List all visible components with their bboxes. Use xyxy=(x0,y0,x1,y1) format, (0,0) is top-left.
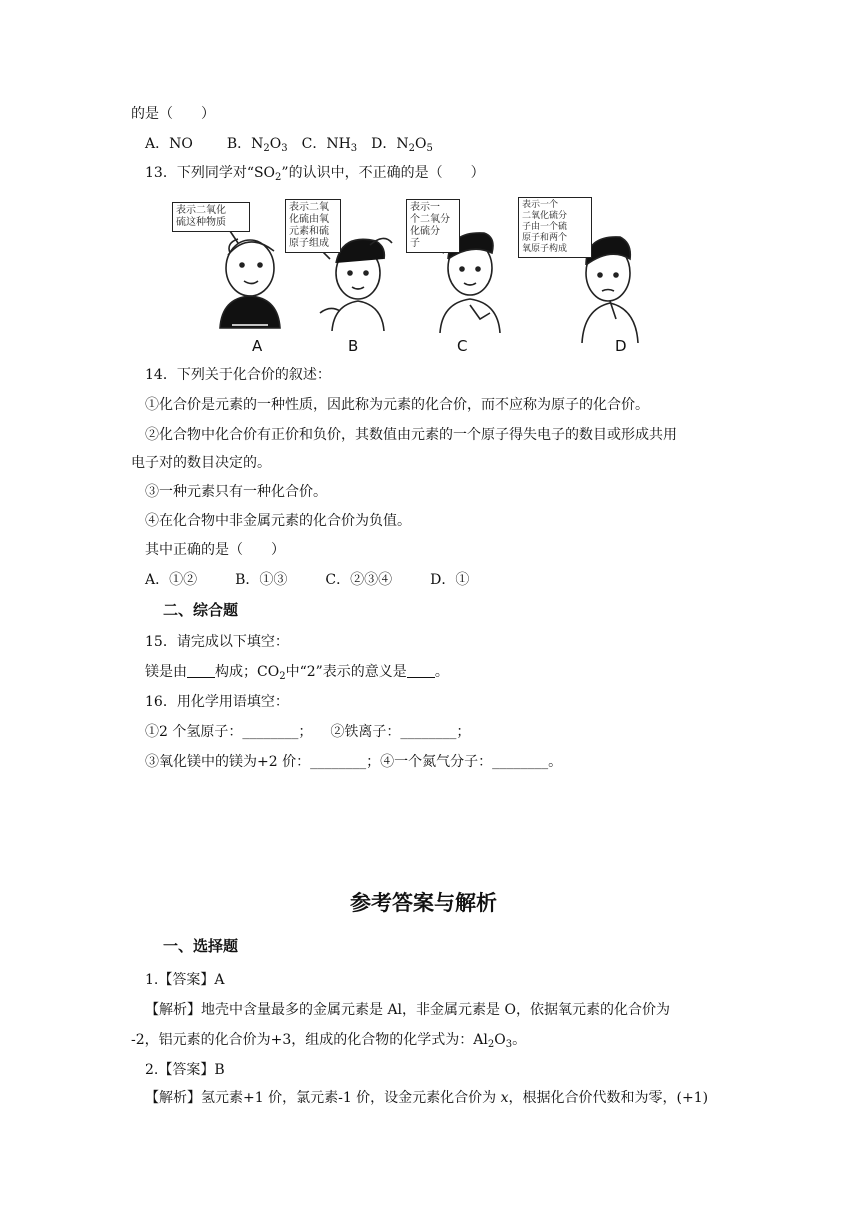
q12-option-a: A．NO xyxy=(145,136,193,152)
bubble-a: 表示二氧化 硫这种物质 xyxy=(172,202,250,232)
q14-option-c: C．②③④ xyxy=(325,572,393,588)
q15-blank-2[interactable] xyxy=(407,663,435,678)
figure-label-c: C xyxy=(457,337,468,355)
q14-option-b: B．①③ xyxy=(235,572,288,588)
q13-illustration xyxy=(170,193,682,355)
bubble-b: 表示二氧 化硫由氧 元素和硫 原子组成 xyxy=(285,199,341,253)
q14-option-d: D．① xyxy=(430,572,470,588)
explanation-1b: -2，铝元素的化合价为+3，组成的化合物的化学式为：$Al_2O_3$。 xyxy=(131,1032,527,1050)
q15-blanks: 镁是由 构成；$CO_2$中“2”表示的意义是 。 xyxy=(145,664,449,682)
q13-stem: 13．下列同学对“$SO_2$”的认识中，不正确的是（ ） xyxy=(145,165,485,183)
q14-statement-2a: ②化合物中化合价有正价和负价，其数值由元素的一个原子得失电子的数目或形成共用 xyxy=(145,427,677,443)
q16-stem: 16．用化学用语填空： xyxy=(145,694,289,710)
figure-label-b: B xyxy=(348,337,359,355)
q14-option-a: A．①② xyxy=(145,572,198,588)
q12-options xyxy=(145,134,433,154)
q12-option-c: C．$NH_3$ xyxy=(301,136,358,154)
student-a-figure xyxy=(220,219,280,328)
q14-stem: 14．下列关于化合价的叙述： xyxy=(145,367,331,383)
q16-line-1: ①2 个氢原子：________； ②铁离子：________； xyxy=(145,724,471,740)
q14-statement-4: ④在化合物中非金属元素的化合价为负值。 xyxy=(145,513,411,529)
explanation-1a: 【解析】地壳中含量最多的金属元素是 Al，非金属元素是 O，依据氧元素的化合价为 xyxy=(145,1002,670,1018)
explanation-2: 【解析】氢元素+1 价，氯元素-1 价，设金元素化合价为 x，根据化合价代数和为零，(+1) xyxy=(145,1090,709,1106)
q12-option-d: D．$N_2O_5$ xyxy=(371,136,433,154)
q14-statement-2b: 电子对的数目决定的。 xyxy=(131,455,271,471)
section-heading-2: 二、综合题 xyxy=(163,601,239,619)
q14-options xyxy=(145,570,469,590)
answer-1: 1.【答案】A xyxy=(145,972,225,988)
bubble-d: 表示一个 二氧化硫分 子由一个硫 原子和两个 氧原子构成 xyxy=(518,197,592,258)
answers-section-1: 一、选择题 xyxy=(163,937,239,955)
q12-option-b: B．$N_2O_3$ xyxy=(226,136,288,154)
q14-ask: 其中正确的是（ ） xyxy=(145,542,285,558)
figure-label-a: A xyxy=(252,337,263,355)
q12-stem-tail: 的是（ ） xyxy=(131,106,215,122)
bubble-c: 表示一 个二氧分 化硫分 子 xyxy=(406,199,460,253)
q15-stem: 15．请完成以下填空： xyxy=(145,634,289,650)
q14-statement-1: ①化合价是元素的一种性质，因此称为元素的化合价，而不应称为原子的化合价。 xyxy=(145,397,649,413)
q15-blank-1[interactable] xyxy=(187,663,215,678)
figure-label-d: D xyxy=(615,337,627,355)
answers-title: 参考答案与解析 xyxy=(350,891,497,915)
q16-line-2: ③氧化镁中的镁为+2 价：________；④一个氮气分子：________。 xyxy=(145,754,563,770)
answer-2: 2.【答案】B xyxy=(145,1062,225,1078)
q14-statement-3: ③一种元素只有一种化合价。 xyxy=(145,484,327,500)
